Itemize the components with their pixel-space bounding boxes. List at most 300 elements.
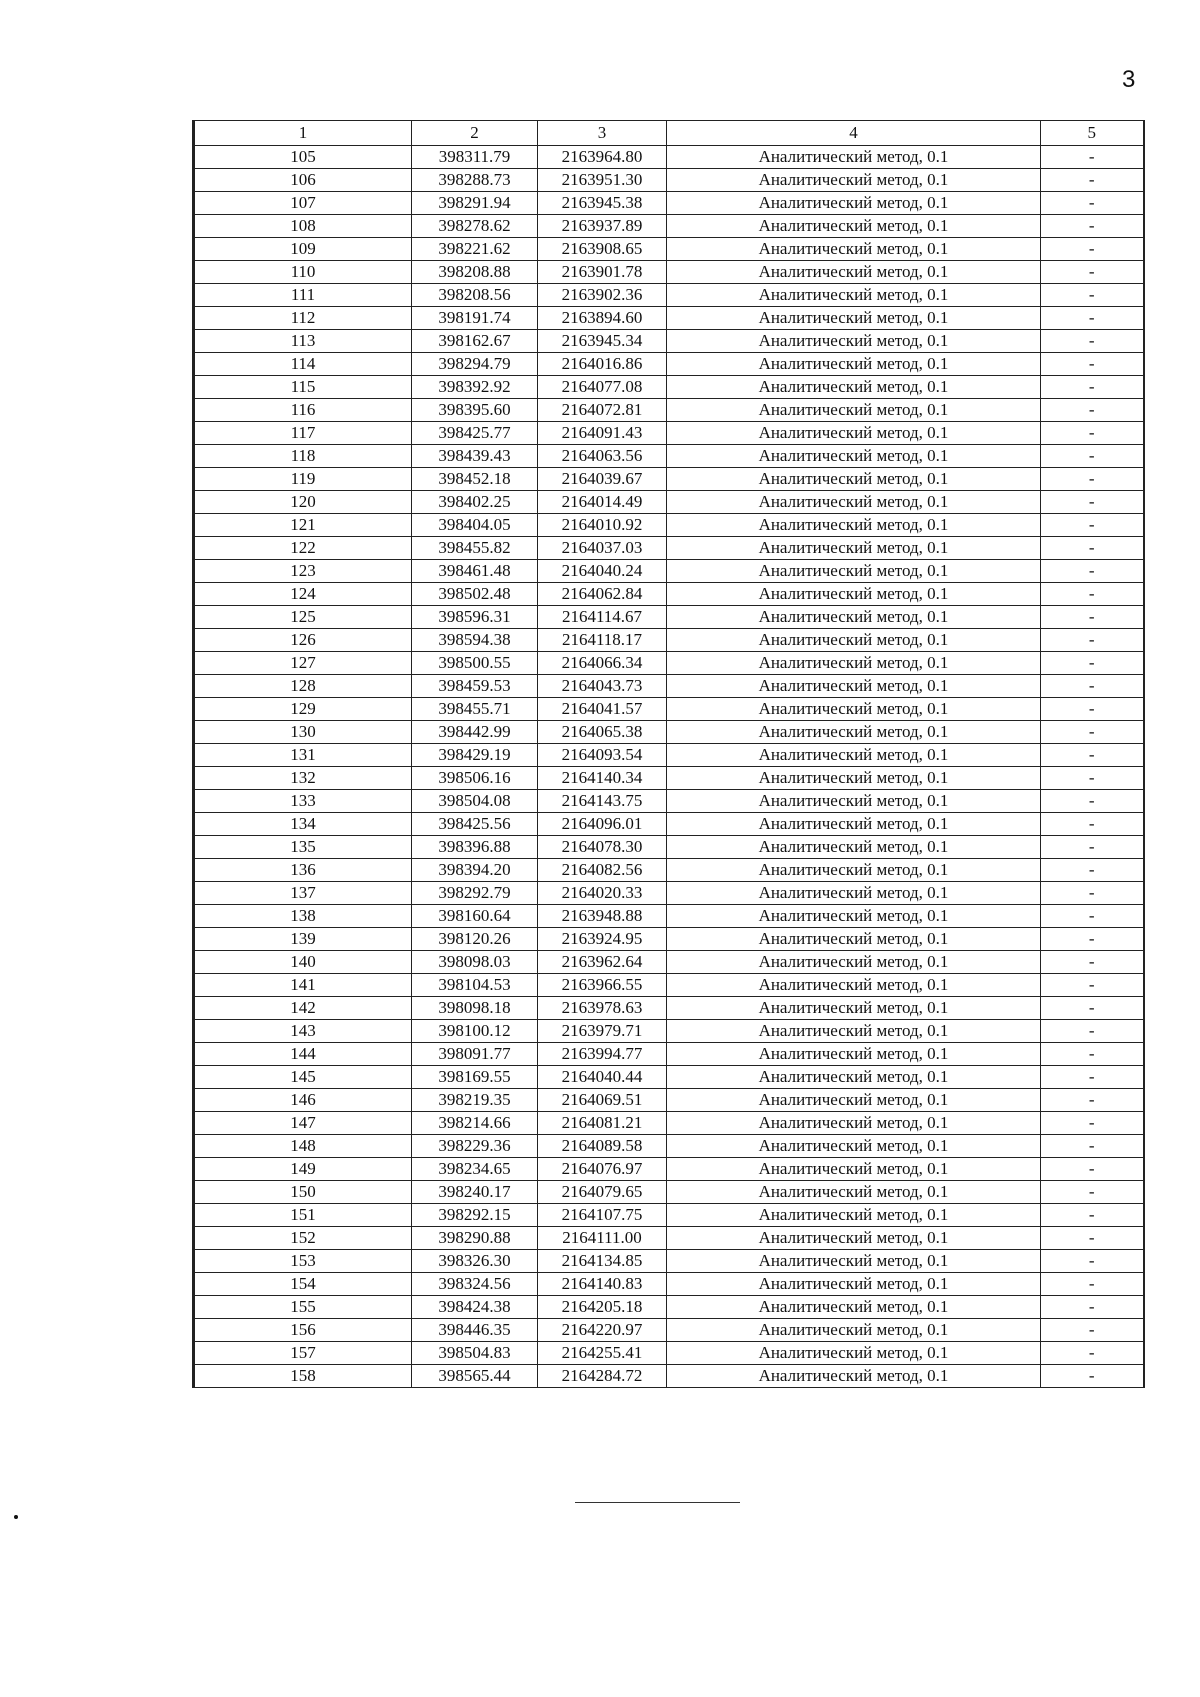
y-coordinate-cell: 2164010.92 [538,514,667,537]
table-row [194,1043,1144,1066]
point-number-cell: 147 [194,1112,412,1135]
y-coordinate-cell: 2163978.63 [538,997,667,1020]
table-row [194,307,1144,330]
point-number-cell: 156 [194,1319,412,1342]
note-cell: - [1041,951,1144,974]
x-coordinate-cell: 398565.44 [412,1365,538,1388]
y-coordinate-cell: 2164081.21 [538,1112,667,1135]
y-coordinate-cell: 2164076.97 [538,1158,667,1181]
method-cell: Аналитический метод, 0.1 [667,882,1041,905]
table-row [194,767,1144,790]
method-cell: Аналитический метод, 0.1 [667,951,1041,974]
x-coordinate-cell: 398455.71 [412,698,538,721]
x-coordinate-cell: 398396.88 [412,836,538,859]
note-cell: - [1041,652,1144,675]
table-row [194,698,1144,721]
point-number-cell: 120 [194,491,412,514]
y-coordinate-cell: 2164072.81 [538,399,667,422]
note-cell: - [1041,1158,1144,1181]
table-row [194,1158,1144,1181]
y-coordinate-cell: 2164118.17 [538,629,667,652]
point-number-cell: 143 [194,1020,412,1043]
x-coordinate-cell: 398402.25 [412,491,538,514]
x-coordinate-cell: 398502.48 [412,583,538,606]
table-row [194,1204,1144,1227]
y-coordinate-cell: 2163994.77 [538,1043,667,1066]
y-coordinate-cell: 2164091.43 [538,422,667,445]
method-cell: Аналитический метод, 0.1 [667,1342,1041,1365]
method-cell: Аналитический метод, 0.1 [667,169,1041,192]
table-row [194,514,1144,537]
y-coordinate-cell: 2164043.73 [538,675,667,698]
method-cell: Аналитический метод, 0.1 [667,675,1041,698]
x-coordinate-cell: 398452.18 [412,468,538,491]
note-cell: - [1041,813,1144,836]
x-coordinate-cell: 398219.35 [412,1089,538,1112]
note-cell: - [1041,284,1144,307]
table-row [194,1066,1144,1089]
method-cell: Аналитический метод, 0.1 [667,445,1041,468]
note-cell: - [1041,629,1144,652]
point-number-cell: 133 [194,790,412,813]
x-coordinate-cell: 398394.20 [412,859,538,882]
point-number-cell: 119 [194,468,412,491]
x-coordinate-cell: 398240.17 [412,1181,538,1204]
table-row [194,445,1144,468]
table-row [194,583,1144,606]
x-coordinate-cell: 398191.74 [412,307,538,330]
point-number-cell: 134 [194,813,412,836]
y-coordinate-cell: 2164079.65 [538,1181,667,1204]
point-number-cell: 139 [194,928,412,951]
point-number-cell: 128 [194,675,412,698]
method-cell: Аналитический метод, 0.1 [667,192,1041,215]
point-number-cell: 136 [194,859,412,882]
note-cell: - [1041,721,1144,744]
note-cell: - [1041,1089,1144,1112]
point-number-cell: 123 [194,560,412,583]
note-cell: - [1041,192,1144,215]
method-cell: Аналитический метод, 0.1 [667,399,1041,422]
table-row [194,974,1144,997]
note-cell: - [1041,215,1144,238]
method-cell: Аналитический метод, 0.1 [667,1181,1041,1204]
method-cell: Аналитический метод, 0.1 [667,1250,1041,1273]
y-coordinate-cell: 2163908.65 [538,238,667,261]
y-coordinate-cell: 2164093.54 [538,744,667,767]
method-cell: Аналитический метод, 0.1 [667,836,1041,859]
point-number-cell: 114 [194,353,412,376]
note-cell: - [1041,1365,1144,1388]
y-coordinate-cell: 2164077.08 [538,376,667,399]
method-cell: Аналитический метод, 0.1 [667,307,1041,330]
table-row [194,1112,1144,1135]
point-number-cell: 158 [194,1365,412,1388]
method-cell: Аналитический метод, 0.1 [667,859,1041,882]
point-number-cell: 131 [194,744,412,767]
point-number-cell: 154 [194,1273,412,1296]
note-cell: - [1041,767,1144,790]
header-col-4: 4 [667,121,1041,146]
y-coordinate-cell: 2164066.34 [538,652,667,675]
note-cell: - [1041,330,1144,353]
note-cell: - [1041,1112,1144,1135]
table-row [194,146,1144,169]
point-number-cell: 153 [194,1250,412,1273]
point-number-cell: 121 [194,514,412,537]
y-coordinate-cell: 2164039.67 [538,468,667,491]
x-coordinate-cell: 398404.05 [412,514,538,537]
table-row [194,951,1144,974]
method-cell: Аналитический метод, 0.1 [667,1365,1041,1388]
point-number-cell: 138 [194,905,412,928]
point-number-cell: 149 [194,1158,412,1181]
y-coordinate-cell: 2164111.00 [538,1227,667,1250]
y-coordinate-cell: 2163979.71 [538,1020,667,1043]
method-cell: Аналитический метод, 0.1 [667,767,1041,790]
note-cell: - [1041,445,1144,468]
x-coordinate-cell: 398324.56 [412,1273,538,1296]
point-number-cell: 155 [194,1296,412,1319]
point-number-cell: 118 [194,445,412,468]
method-cell: Аналитический метод, 0.1 [667,1089,1041,1112]
method-cell: Аналитический метод, 0.1 [667,813,1041,836]
note-cell: - [1041,744,1144,767]
x-coordinate-cell: 398395.60 [412,399,538,422]
point-number-cell: 142 [194,997,412,1020]
table-row [194,1135,1144,1158]
note-cell: - [1041,1020,1144,1043]
table-row [194,491,1144,514]
x-coordinate-cell: 398290.88 [412,1227,538,1250]
x-coordinate-cell: 398326.30 [412,1250,538,1273]
x-coordinate-cell: 398500.55 [412,652,538,675]
method-cell: Аналитический метод, 0.1 [667,1112,1041,1135]
note-cell: - [1041,422,1144,445]
point-number-cell: 140 [194,951,412,974]
note-cell: - [1041,1227,1144,1250]
method-cell: Аналитический метод, 0.1 [667,905,1041,928]
y-coordinate-cell: 2164284.72 [538,1365,667,1388]
table-row [194,928,1144,951]
note-cell: - [1041,1273,1144,1296]
method-cell: Аналитический метод, 0.1 [667,583,1041,606]
y-coordinate-cell: 2164114.67 [538,606,667,629]
point-number-cell: 126 [194,629,412,652]
x-coordinate-cell: 398169.55 [412,1066,538,1089]
note-cell: - [1041,1066,1144,1089]
method-cell: Аналитический метод, 0.1 [667,284,1041,307]
y-coordinate-cell: 2164063.56 [538,445,667,468]
note-cell: - [1041,307,1144,330]
method-cell: Аналитический метод, 0.1 [667,606,1041,629]
x-coordinate-cell: 398446.35 [412,1319,538,1342]
note-cell: - [1041,836,1144,859]
note-cell: - [1041,859,1144,882]
note-cell: - [1041,169,1144,192]
method-cell: Аналитический метод, 0.1 [667,146,1041,169]
y-coordinate-cell: 2163902.36 [538,284,667,307]
note-cell: - [1041,1204,1144,1227]
x-coordinate-cell: 398162.67 [412,330,538,353]
stray-dot [14,1515,18,1519]
x-coordinate-cell: 398429.19 [412,744,538,767]
y-coordinate-cell: 2164140.34 [538,767,667,790]
point-number-cell: 129 [194,698,412,721]
point-number-cell: 144 [194,1043,412,1066]
point-number-cell: 107 [194,192,412,215]
method-cell: Аналитический метод, 0.1 [667,330,1041,353]
method-cell: Аналитический метод, 0.1 [667,1227,1041,1250]
table-row [194,1089,1144,1112]
y-coordinate-cell: 2163951.30 [538,169,667,192]
note-cell: - [1041,583,1144,606]
table-row [194,537,1144,560]
note-cell: - [1041,146,1144,169]
table-row [194,744,1144,767]
table-row [194,353,1144,376]
y-coordinate-cell: 2164069.51 [538,1089,667,1112]
note-cell: - [1041,882,1144,905]
table-row [194,836,1144,859]
table-row [194,859,1144,882]
x-coordinate-cell: 398594.38 [412,629,538,652]
method-cell: Аналитический метод, 0.1 [667,514,1041,537]
note-cell: - [1041,1043,1144,1066]
x-coordinate-cell: 398120.26 [412,928,538,951]
method-cell: Аналитический метод, 0.1 [667,1043,1041,1066]
method-cell: Аналитический метод, 0.1 [667,1158,1041,1181]
point-number-cell: 151 [194,1204,412,1227]
method-cell: Аналитический метод, 0.1 [667,468,1041,491]
method-cell: Аналитический метод, 0.1 [667,1319,1041,1342]
x-coordinate-cell: 398229.36 [412,1135,538,1158]
method-cell: Аналитический метод, 0.1 [667,997,1041,1020]
table-row [194,1181,1144,1204]
x-coordinate-cell: 398292.15 [412,1204,538,1227]
table-row [194,606,1144,629]
x-coordinate-cell: 398455.82 [412,537,538,560]
x-coordinate-cell: 398504.83 [412,1342,538,1365]
note-cell: - [1041,468,1144,491]
method-cell: Аналитический метод, 0.1 [667,928,1041,951]
header-col-2: 2 [412,121,538,146]
note-cell: - [1041,997,1144,1020]
y-coordinate-cell: 2164040.44 [538,1066,667,1089]
table-row [194,284,1144,307]
note-cell: - [1041,261,1144,284]
y-coordinate-cell: 2163901.78 [538,261,667,284]
point-number-cell: 122 [194,537,412,560]
point-number-cell: 106 [194,169,412,192]
note-cell: - [1041,1342,1144,1365]
point-number-cell: 109 [194,238,412,261]
method-cell: Аналитический метод, 0.1 [667,652,1041,675]
x-coordinate-cell: 398091.77 [412,1043,538,1066]
table-row [194,560,1144,583]
table-row [194,629,1144,652]
x-coordinate-cell: 398160.64 [412,905,538,928]
header-col-5: 5 [1041,121,1144,146]
table-row [194,1365,1144,1388]
point-number-cell: 113 [194,330,412,353]
table-row [194,882,1144,905]
method-cell: Аналитический метод, 0.1 [667,1020,1041,1043]
y-coordinate-cell: 2164107.75 [538,1204,667,1227]
x-coordinate-cell: 398288.73 [412,169,538,192]
method-cell: Аналитический метод, 0.1 [667,744,1041,767]
note-cell: - [1041,974,1144,997]
table-row [194,468,1144,491]
point-number-cell: 148 [194,1135,412,1158]
table-row [194,813,1144,836]
point-number-cell: 137 [194,882,412,905]
method-cell: Аналитический метод, 0.1 [667,376,1041,399]
point-number-cell: 110 [194,261,412,284]
y-coordinate-cell: 2164040.24 [538,560,667,583]
x-coordinate-cell: 398292.79 [412,882,538,905]
note-cell: - [1041,1181,1144,1204]
point-number-cell: 105 [194,146,412,169]
y-coordinate-cell: 2163894.60 [538,307,667,330]
method-cell: Аналитический метод, 0.1 [667,1204,1041,1227]
point-number-cell: 112 [194,307,412,330]
note-cell: - [1041,560,1144,583]
note-cell: - [1041,399,1144,422]
point-number-cell: 135 [194,836,412,859]
x-coordinate-cell: 398208.56 [412,284,538,307]
table-row [194,261,1144,284]
y-coordinate-cell: 2163945.34 [538,330,667,353]
x-coordinate-cell: 398098.03 [412,951,538,974]
x-coordinate-cell: 398425.56 [412,813,538,836]
note-cell: - [1041,353,1144,376]
method-cell: Аналитический метод, 0.1 [667,629,1041,652]
page-number: 3 [1122,66,1136,93]
y-coordinate-cell: 2163966.55 [538,974,667,997]
y-coordinate-cell: 2163945.38 [538,192,667,215]
header-row [194,121,1144,146]
x-coordinate-cell: 398596.31 [412,606,538,629]
x-coordinate-cell: 398459.53 [412,675,538,698]
point-number-cell: 125 [194,606,412,629]
note-cell: - [1041,514,1144,537]
table-row [194,675,1144,698]
x-coordinate-cell: 398439.43 [412,445,538,468]
method-cell: Аналитический метод, 0.1 [667,698,1041,721]
table-row [194,1020,1144,1043]
note-cell: - [1041,1250,1144,1273]
x-coordinate-cell: 398208.88 [412,261,538,284]
note-cell: - [1041,1135,1144,1158]
y-coordinate-cell: 2163964.80 [538,146,667,169]
x-coordinate-cell: 398442.99 [412,721,538,744]
x-coordinate-cell: 398311.79 [412,146,538,169]
end-rule [575,1502,740,1503]
point-number-cell: 111 [194,284,412,307]
x-coordinate-cell: 398504.08 [412,790,538,813]
x-coordinate-cell: 398461.48 [412,560,538,583]
y-coordinate-cell: 2164082.56 [538,859,667,882]
note-cell: - [1041,905,1144,928]
table-body [194,146,1144,1388]
y-coordinate-cell: 2164205.18 [538,1296,667,1319]
method-cell: Аналитический метод, 0.1 [667,790,1041,813]
method-cell: Аналитический метод, 0.1 [667,491,1041,514]
y-coordinate-cell: 2164016.86 [538,353,667,376]
x-coordinate-cell: 398100.12 [412,1020,538,1043]
note-cell: - [1041,1296,1144,1319]
method-cell: Аналитический метод, 0.1 [667,1296,1041,1319]
note-cell: - [1041,238,1144,261]
note-cell: - [1041,606,1144,629]
point-number-cell: 116 [194,399,412,422]
note-cell: - [1041,1319,1144,1342]
table-header [194,121,1144,146]
note-cell: - [1041,376,1144,399]
y-coordinate-cell: 2163962.64 [538,951,667,974]
point-number-cell: 127 [194,652,412,675]
point-number-cell: 146 [194,1089,412,1112]
table-row [194,790,1144,813]
point-number-cell: 145 [194,1066,412,1089]
y-coordinate-cell: 2164065.38 [538,721,667,744]
method-cell: Аналитический метод, 0.1 [667,353,1041,376]
point-number-cell: 117 [194,422,412,445]
y-coordinate-cell: 2164220.97 [538,1319,667,1342]
point-number-cell: 124 [194,583,412,606]
note-cell: - [1041,491,1144,514]
note-cell: - [1041,698,1144,721]
table-row [194,1227,1144,1250]
x-coordinate-cell: 398506.16 [412,767,538,790]
x-coordinate-cell: 398214.66 [412,1112,538,1135]
y-coordinate-cell: 2163924.95 [538,928,667,951]
y-coordinate-cell: 2164062.84 [538,583,667,606]
table-row [194,192,1144,215]
point-number-cell: 130 [194,721,412,744]
method-cell: Аналитический метод, 0.1 [667,1135,1041,1158]
table-row [194,376,1144,399]
method-cell: Аналитический метод, 0.1 [667,537,1041,560]
y-coordinate-cell: 2164096.01 [538,813,667,836]
point-number-cell: 152 [194,1227,412,1250]
method-cell: Аналитический метод, 0.1 [667,560,1041,583]
table-row [194,997,1144,1020]
x-coordinate-cell: 398291.94 [412,192,538,215]
x-coordinate-cell: 398221.62 [412,238,538,261]
table-row [194,330,1144,353]
y-coordinate-cell: 2164020.33 [538,882,667,905]
table-row [194,169,1144,192]
x-coordinate-cell: 398234.65 [412,1158,538,1181]
y-coordinate-cell: 2164255.41 [538,1342,667,1365]
point-number-cell: 132 [194,767,412,790]
coordinates-table [192,120,1145,1388]
y-coordinate-cell: 2164143.75 [538,790,667,813]
table-row [194,215,1144,238]
x-coordinate-cell: 398392.92 [412,376,538,399]
y-coordinate-cell: 2164014.49 [538,491,667,514]
x-coordinate-cell: 398098.18 [412,997,538,1020]
y-coordinate-cell: 2163948.88 [538,905,667,928]
table-row [194,905,1144,928]
table-row [194,1273,1144,1296]
note-cell: - [1041,537,1144,560]
y-coordinate-cell: 2164134.85 [538,1250,667,1273]
table-row [194,1319,1144,1342]
table-row [194,238,1144,261]
